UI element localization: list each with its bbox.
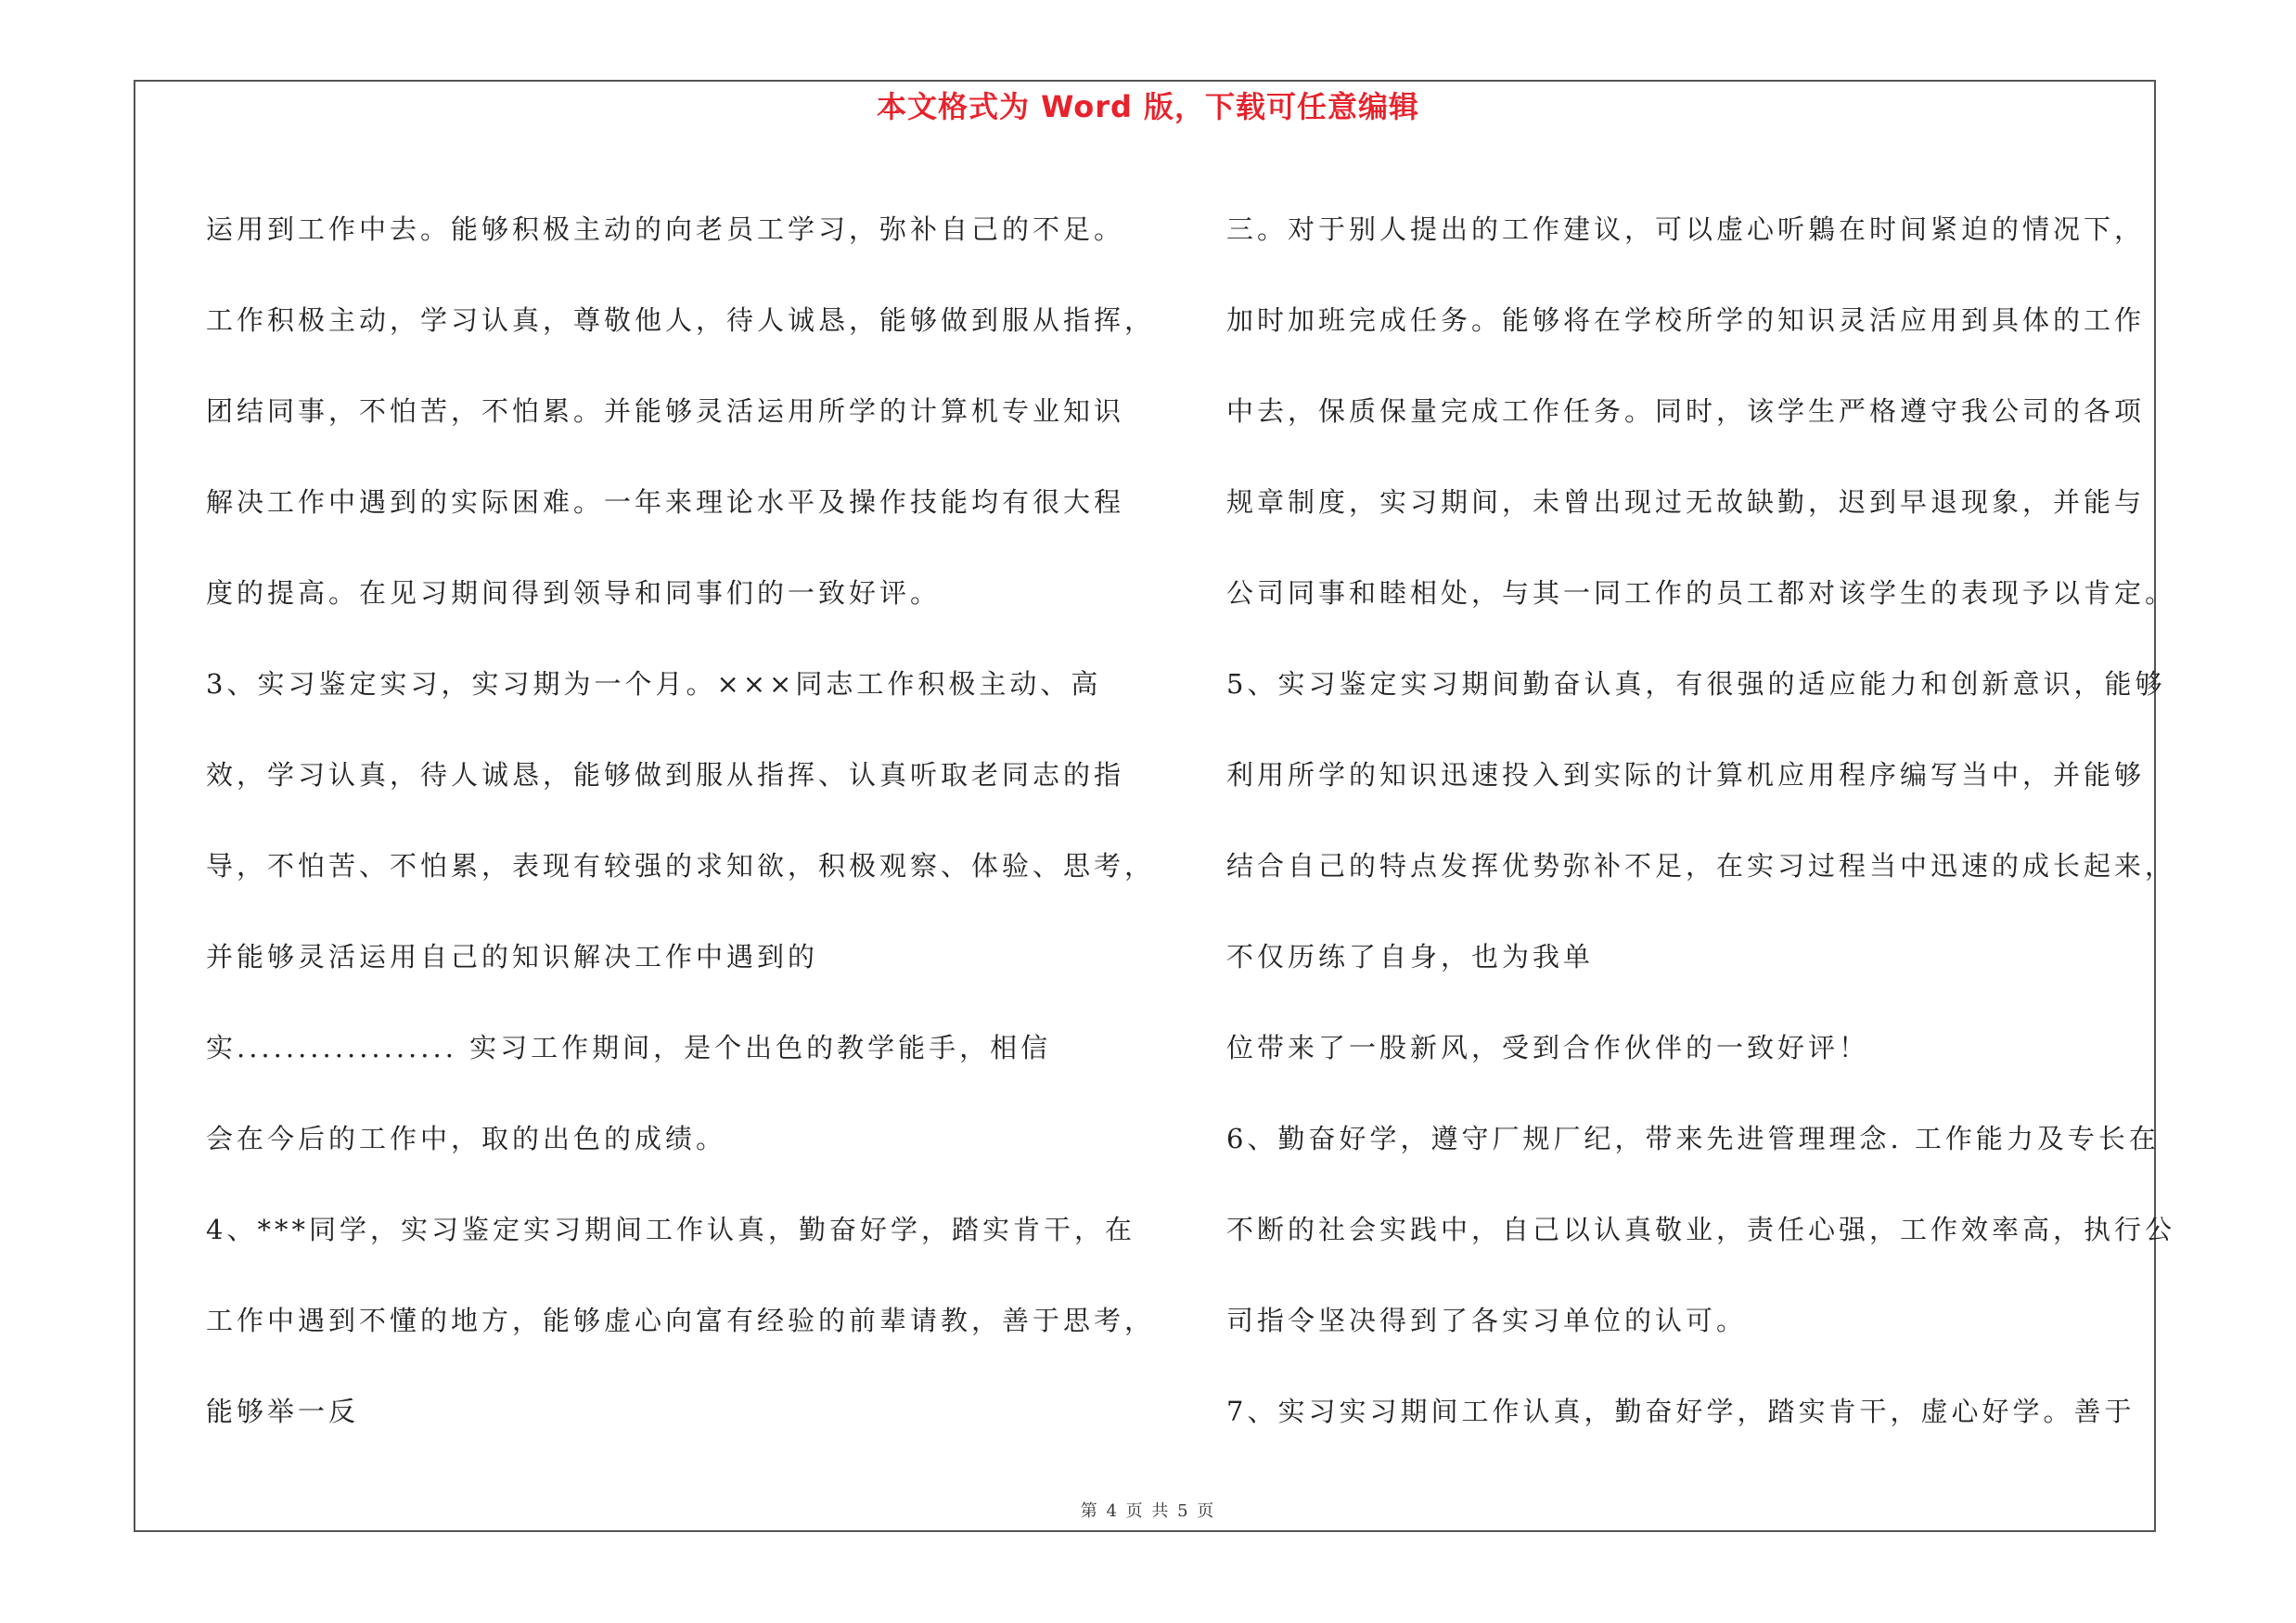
text-line: 效，学习认真，待人诚恳，能够做到服从指挥、认真听取老同志的指 [206, 759, 1125, 791]
text-line: 实.................. 实习工作期间，是个出色的教学能手，相信 [206, 1032, 1052, 1063]
text-line: 位带来了一股新风，受到合作伙伴的一致好评！ [1226, 1032, 1870, 1063]
text-line: 解决工作中遇到的实际困难。一年来理论水平及操作技能均有很大程 [206, 486, 1125, 518]
text-line: 6、勤奋好学，遵守厂规厂纪，带来先进管理理念. 工作能力及专长在 [1226, 1123, 2160, 1154]
text-line: 度的提高。在见习期间得到领导和同事们的一致好评。 [206, 577, 942, 609]
text-line: 4、***同学，实习鉴定实习期间工作认真，勤奋好学，踏实肯干，在 [206, 1214, 1135, 1245]
text-line: 规章制度，实习期间，未曾出现过无故缺勤，迟到早退现象，并能与 [1226, 486, 2146, 518]
text-line: 利用所学的知识迅速投入到实际的计算机应用程序编写当中，并能够 [1226, 759, 2146, 791]
page-number: 第 4 页 共 5 页 [1080, 1501, 1216, 1521]
text-line: 工作中遇到不懂的地方，能够虚心向富有经验的前辈请教，善于思考， [206, 1305, 1156, 1336]
text-line: 会在今后的工作中，取的出色的成绩。 [206, 1123, 727, 1154]
text-line: 加时加班完成任务。能够将在学校所学的知识灵活应用到具体的工作 [1226, 304, 2146, 336]
left-text-column [206, 184, 1171, 1457]
text-line: 能够举一反 [206, 1396, 360, 1427]
text-line: 不断的社会实践中，自己以认真敬业，责任心强，工作效率高，执行公 [1226, 1214, 2176, 1245]
format-banner: 本文格式为 Word 版，下载可任意编辑 [876, 89, 1420, 124]
text-line: 5、实习鉴定实习期间勤奋认真，有很强的适应能力和创新意识，能够 [1226, 668, 2166, 700]
text-line: 并能够灵活运用自己的知识解决工作中遇到的 [206, 941, 819, 973]
text-line: 团结同事，不怕苦，不怕累。并能够灵活运用所学的计算机专业知识 [206, 395, 1125, 427]
text-line: 运用到工作中去。能够积极主动的向老员工学习，弥补自己的不足。 [206, 213, 1125, 245]
text-line: 不仅历练了自身，也为我单 [1226, 941, 1595, 973]
text-line: 7、实习实习期间工作认真，勤奋好学，踏实肯干，虚心好学。善于 [1226, 1396, 2136, 1427]
text-line: 公司同事和睦相处，与其一同工作的员工都对该学生的表现予以肯定。 [1226, 577, 2176, 609]
text-line: 中去，保质保量完成工作任务。同时，该学生严格遵守我公司的各项 [1226, 395, 2146, 427]
text-line: 司指令坚决得到了各实习单位的认可。 [1226, 1305, 1748, 1336]
text-line: 3、实习鉴定实习，实习期为一个月。×××同志工作积极主动、高 [206, 668, 1102, 700]
text-line: 工作积极主动，学习认真，尊敬他人，待人诚恳，能够做到服从指挥， [206, 304, 1156, 336]
text-line: 导，不怕苦、不怕累，表现有较强的求知欲，积极观察、体验、思考， [206, 850, 1156, 882]
text-line: 三。对于别人提出的工作建议，可以虚心听鷍在时间紧迫的情况下， [1226, 213, 2146, 245]
text-line: 结合自己的特点发挥优势弥补不足，在实习过程当中迅速的成长起来， [1226, 850, 2176, 882]
right-text-column [1226, 184, 2176, 1457]
